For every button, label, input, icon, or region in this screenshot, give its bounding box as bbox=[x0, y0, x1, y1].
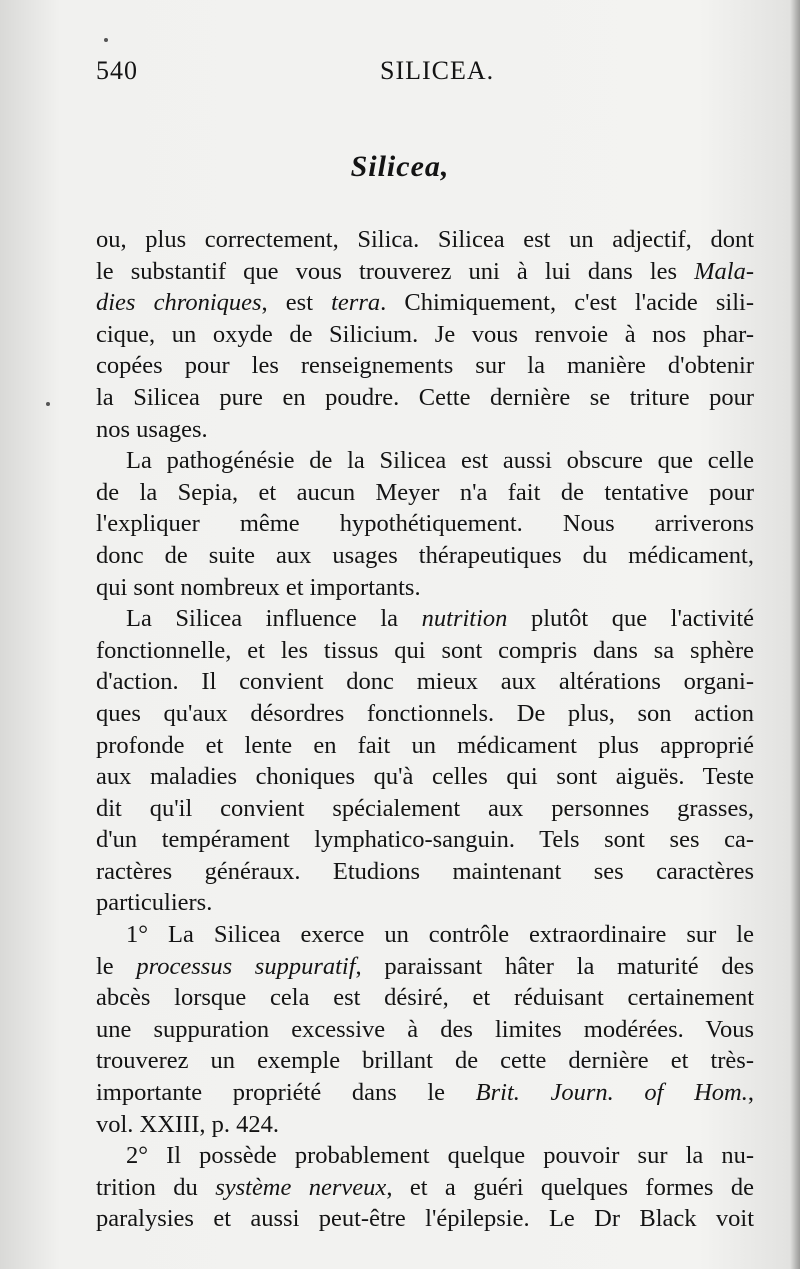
text-line: une suppuration excessive à des limites modérées. Vous bbox=[96, 1015, 754, 1043]
text-line: 2° Il possède probablement quelque pouvoir sur la nu- bbox=[126, 1142, 754, 1170]
paragraph-2 bbox=[96, 445, 754, 603]
text-line: dit qu'il convient spécialement aux personnes grasses, bbox=[96, 794, 754, 822]
paragraph-3 bbox=[96, 603, 754, 919]
text-line: ques qu'aux désordres fonctionnels. De plus, son action bbox=[96, 699, 754, 727]
text-line: dies chroniques, est terra. Chimiquement, c'est l'acide sili- bbox=[96, 289, 754, 317]
text-line: nos usages. bbox=[96, 415, 208, 443]
body-text bbox=[96, 224, 754, 1235]
text-line: trition du système nerveux, et a guéri quelques formes de bbox=[96, 1173, 754, 1201]
margin-dot bbox=[46, 402, 50, 406]
text-line: paralysies et aussi peut-être l'épilepsie. Le Dr Black voit bbox=[96, 1205, 754, 1233]
page-number: 540 bbox=[96, 56, 138, 85]
text-line: ou, plus correctement, Silica. Silicea est un adjectif, dont bbox=[96, 226, 754, 253]
text-line: importante propriété dans le Brit. Journ. of Hom., bbox=[96, 1079, 754, 1107]
text-line: d'un tempérament lymphatico-sanguin. Tels sont ses ca- bbox=[96, 826, 754, 854]
text-line: La pathogénésie de la Silicea est aussi obscure que celle bbox=[126, 447, 754, 475]
text-line: d'action. Il convient donc mieux aux altérations organi- bbox=[96, 668, 754, 696]
running-title: SILICEA. bbox=[380, 56, 495, 85]
text-line: donc de suite aux usages thérapeutiques du médicament, bbox=[96, 541, 754, 569]
text-line: qui sont nombreux et importants. bbox=[96, 573, 421, 601]
text-line: profonde et lente en fait un médicament plus approprié bbox=[96, 731, 754, 759]
text-line: 1° La Silicea exerce un contrôle extraordinaire sur le bbox=[126, 921, 754, 949]
text-line: de la Sepia, et aucun Meyer n'a fait de tentative pour bbox=[96, 478, 754, 506]
chapter-title: Silicea, bbox=[350, 150, 450, 183]
running-head bbox=[96, 56, 756, 90]
text-line: l'expliquer même hypothétiquement. Nous arriverons bbox=[96, 510, 754, 538]
text-line: le processus suppuratif, paraissant hâter la maturité des bbox=[96, 952, 754, 980]
text-line: fonctionnelle, et les tissus qui sont compris dans sa sphère bbox=[96, 636, 754, 664]
text-line: le substantif que vous trouverez uni à lui dans les Mala- bbox=[96, 257, 754, 285]
paragraph-1 bbox=[96, 224, 754, 445]
text-line: La Silicea influence la nutrition plutôt que l'activité bbox=[126, 605, 754, 633]
text-line: particuliers. bbox=[96, 889, 213, 917]
text-line: abcès lorsque cela est désiré, et réduisant certainement bbox=[96, 984, 754, 1012]
text-line: trouverez un exemple brillant de cette dernière et très- bbox=[96, 1047, 754, 1075]
paragraph-4 bbox=[96, 919, 754, 1140]
margin-dot bbox=[104, 38, 108, 42]
text-line: vol. XXIII, p. 424. bbox=[96, 1110, 280, 1138]
text-line: cique, un oxyde de Silicium. Je vous renvoie à nos phar- bbox=[96, 320, 754, 348]
text-line: la Silicea pure en poudre. Cette dernière se triture pour bbox=[96, 383, 754, 411]
text-line: ractères généraux. Etudions maintenant ses caractères bbox=[96, 857, 754, 885]
paragraph-5 bbox=[96, 1140, 754, 1235]
text-line: aux maladies choniques qu'à celles qui sont aiguës. Teste bbox=[96, 763, 754, 791]
text-line: copées pour les renseignements sur la manière d'obtenir bbox=[96, 352, 754, 380]
